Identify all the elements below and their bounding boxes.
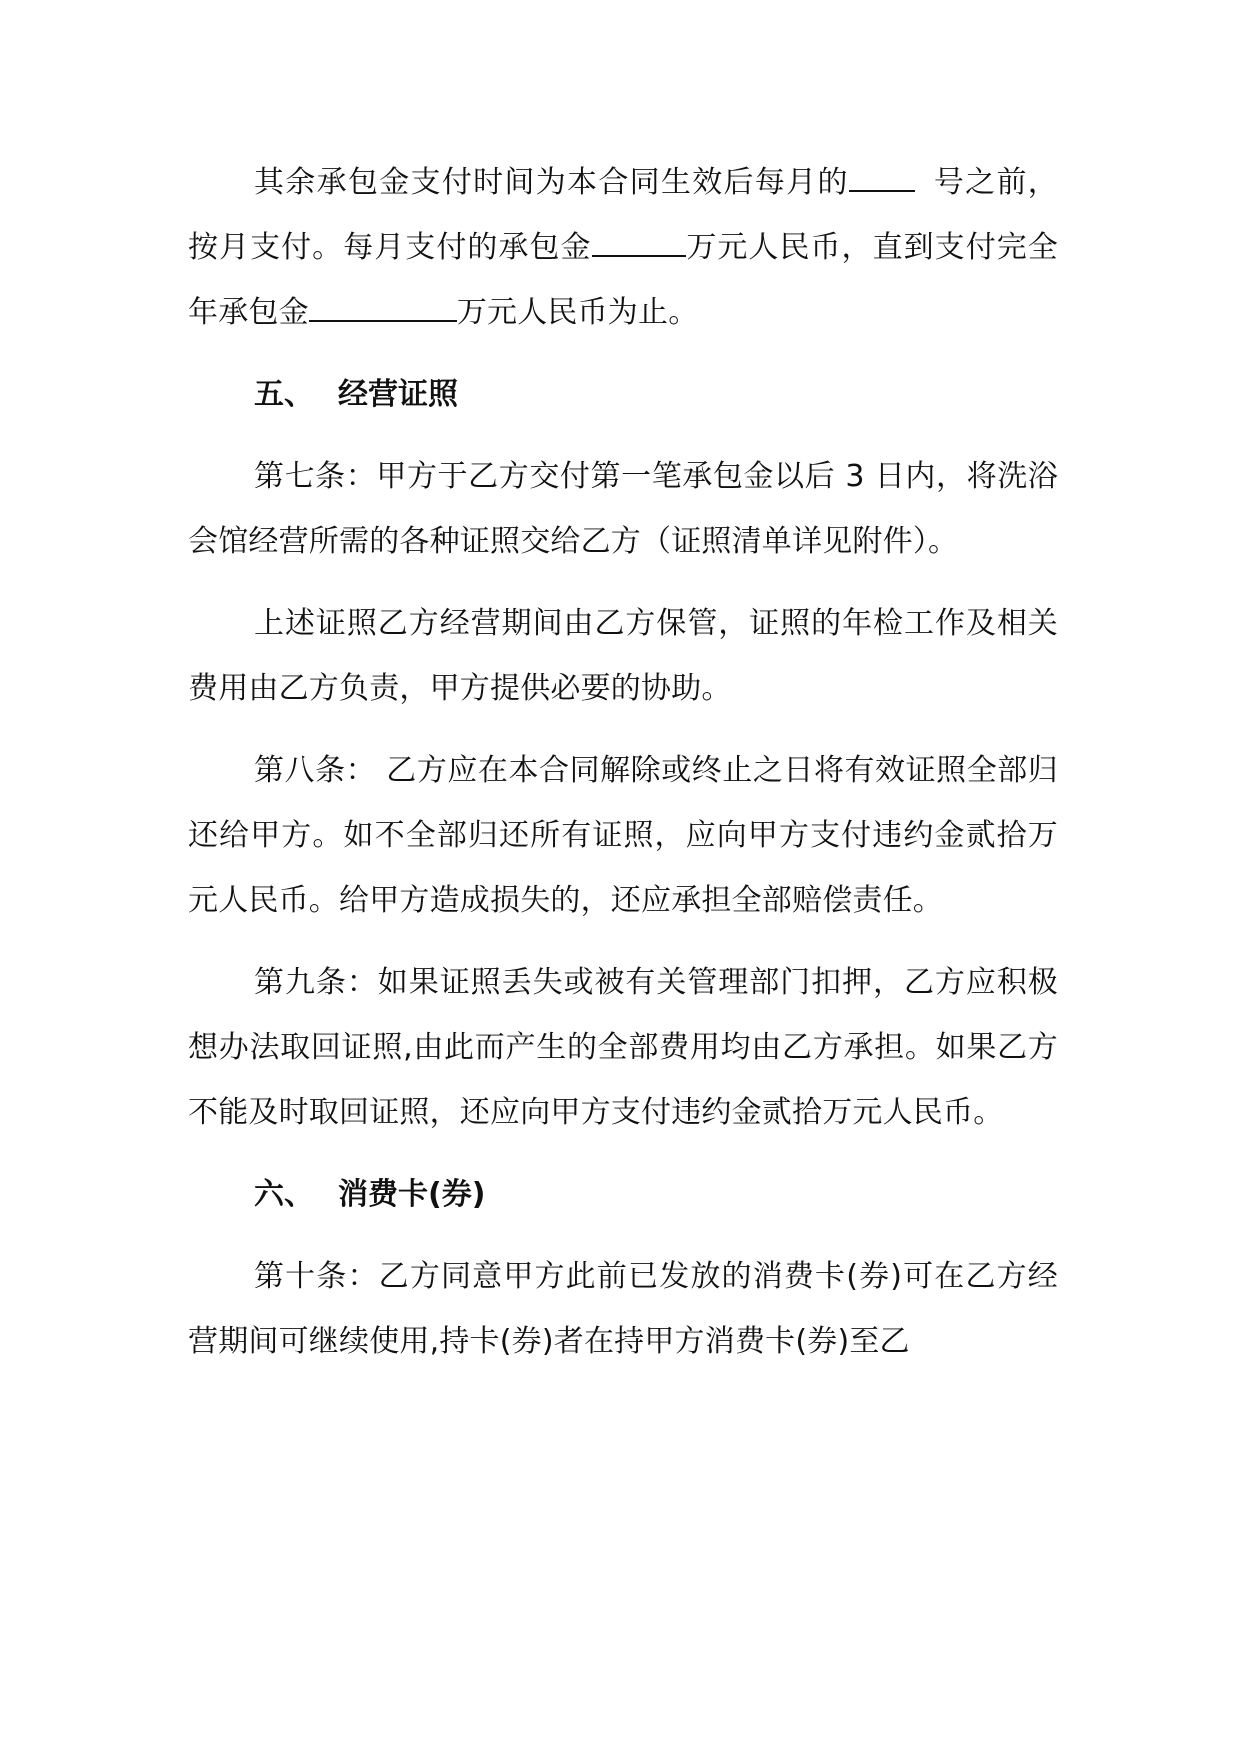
payment-text-2: 号之前，按月支付。每月支付的承包金 [188, 165, 1058, 265]
payment-text-1: 其余承包金支付时间为本合同生效后每月的 [254, 165, 849, 200]
section-heading-consumption-cards [254, 1162, 1058, 1227]
paragraph-payment-schedule [188, 150, 1058, 345]
section-number: 六、 [254, 1177, 314, 1212]
annual-amount-blank [309, 292, 457, 322]
day-blank [849, 162, 915, 192]
monthly-amount-blank [592, 227, 686, 257]
article-10: 第十条：乙方同意甲方此前已发放的消费卡(券)可在乙方经营期间可继续使用,持卡(券)者在持甲方消费卡(券)至乙 [188, 1259, 1058, 1359]
payment-text-3: 万元人民币，直到支付完全年承包金 [188, 230, 1058, 330]
section-number: 五、 [254, 377, 314, 412]
article-9: 第九条：如果证照丢失或被有关管理部门扣押，乙方应积极想办法取回证照,由此而产生的全部费用均由乙方承担。如果乙方不能及时取回证照，还应向甲方支付违约金贰拾万元人民币。 [188, 965, 1058, 1130]
payment-text-4: 万元人民币为止。 [456, 295, 699, 330]
article-7: 第七条：甲方于乙方交付第一笔承包金以后 3 日内，将洗浴会馆经营所需的各种证照交给乙方（证照清单详见附件）。 [188, 459, 1058, 559]
section-heading-licenses [254, 362, 1058, 427]
article-8: 第八条： 乙方应在本合同解除或终止之日将有效证照全部归还给甲方。如不全部归还所有证照，应向甲方支付违约金贰拾万元人民币。给甲方造成损失的，还应承担全部赔偿责任。 [188, 753, 1058, 918]
article-7-note: 上述证照乙方经营期间由乙方保管，证照的年检工作及相关费用由乙方负责，甲方提供必要的协助。 [188, 606, 1058, 706]
document-body [188, 150, 1058, 1391]
section-title: 经营证照 [338, 377, 458, 412]
section-title: 消费卡(券) [338, 1177, 486, 1212]
